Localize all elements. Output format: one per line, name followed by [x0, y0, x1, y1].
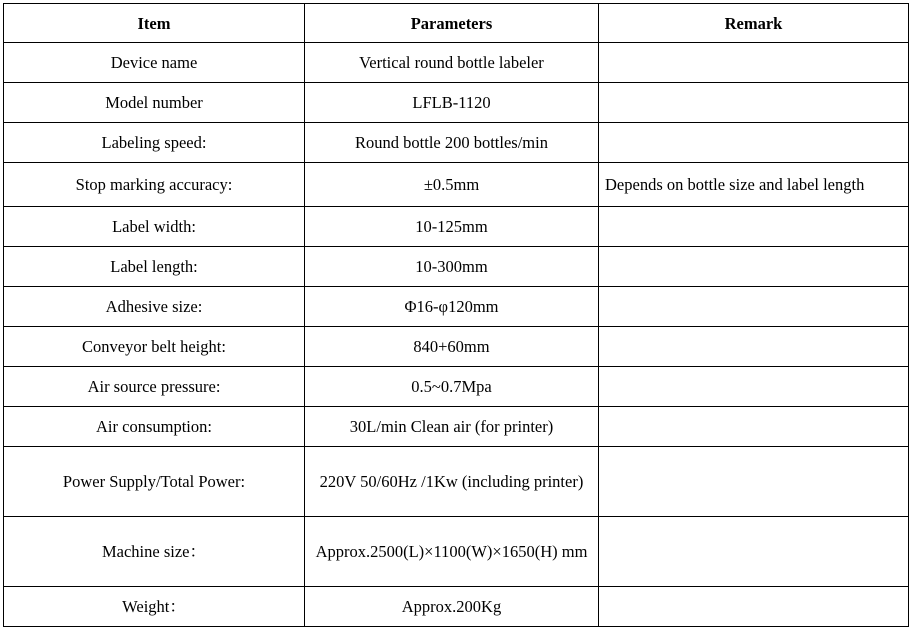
- cell-parameters: 0.5~0.7Mpa: [305, 367, 599, 407]
- table-row: [4, 123, 909, 163]
- table-row: [4, 83, 909, 123]
- cell-item: Weight：: [4, 587, 305, 627]
- table-row: [4, 247, 909, 287]
- cell-parameters: LFLB-1120: [305, 83, 599, 123]
- cell-remark: [599, 587, 909, 627]
- cell-item: Air source pressure:: [4, 367, 305, 407]
- header-item: Item: [4, 4, 305, 43]
- cell-remark: [599, 447, 909, 517]
- cell-parameters: 840+60mm: [305, 327, 599, 367]
- table-row: [4, 517, 909, 587]
- cell-remark: [599, 367, 909, 407]
- table-row: [4, 447, 909, 517]
- header-parameters: Parameters: [305, 4, 599, 43]
- cell-parameters: Approx.200Kg: [305, 587, 599, 627]
- cell-item: Power Supply/Total Power:: [4, 447, 305, 517]
- cell-remark: Depends on bottle size and label length: [599, 163, 909, 207]
- table-row: [4, 367, 909, 407]
- table-row: [4, 407, 909, 447]
- table-row: [4, 207, 909, 247]
- cell-remark: [599, 247, 909, 287]
- cell-item: Device name: [4, 43, 305, 83]
- cell-remark: [599, 43, 909, 83]
- table-row: [4, 327, 909, 367]
- cell-parameters: 30L/min Clean air (for printer): [305, 407, 599, 447]
- cell-remark: [599, 407, 909, 447]
- spec-table: [3, 3, 909, 627]
- cell-item: Air consumption:: [4, 407, 305, 447]
- cell-parameters: Vertical round bottle labeler: [305, 43, 599, 83]
- table-row: [4, 43, 909, 83]
- cell-remark: [599, 207, 909, 247]
- cell-item: Adhesive size:: [4, 287, 305, 327]
- cell-parameters: Round bottle 200 bottles/min: [305, 123, 599, 163]
- cell-item: Model number: [4, 83, 305, 123]
- cell-parameters: 10-125mm: [305, 207, 599, 247]
- header-remark: Remark: [599, 4, 909, 43]
- cell-item: Label length:: [4, 247, 305, 287]
- cell-parameters: ±0.5mm: [305, 163, 599, 207]
- cell-parameters: Approx.2500(L)×1100(W)×1650(H) mm: [305, 517, 599, 587]
- cell-remark: [599, 327, 909, 367]
- cell-parameters: 220V 50/60Hz /1Kw (including printer): [305, 447, 599, 517]
- cell-item: Conveyor belt height:: [4, 327, 305, 367]
- cell-parameters: Φ16-φ120mm: [305, 287, 599, 327]
- table-row: [4, 587, 909, 627]
- cell-remark: [599, 123, 909, 163]
- cell-item: Stop marking accuracy:: [4, 163, 305, 207]
- cell-remark: [599, 83, 909, 123]
- table-row: [4, 163, 909, 207]
- cell-remark: [599, 287, 909, 327]
- table-row: [4, 287, 909, 327]
- cell-parameters: 10-300mm: [305, 247, 599, 287]
- cell-item: Machine size：: [4, 517, 305, 587]
- cell-item: Labeling speed:: [4, 123, 305, 163]
- header-row: [4, 4, 909, 43]
- cell-remark: [599, 517, 909, 587]
- cell-item: Label width:: [4, 207, 305, 247]
